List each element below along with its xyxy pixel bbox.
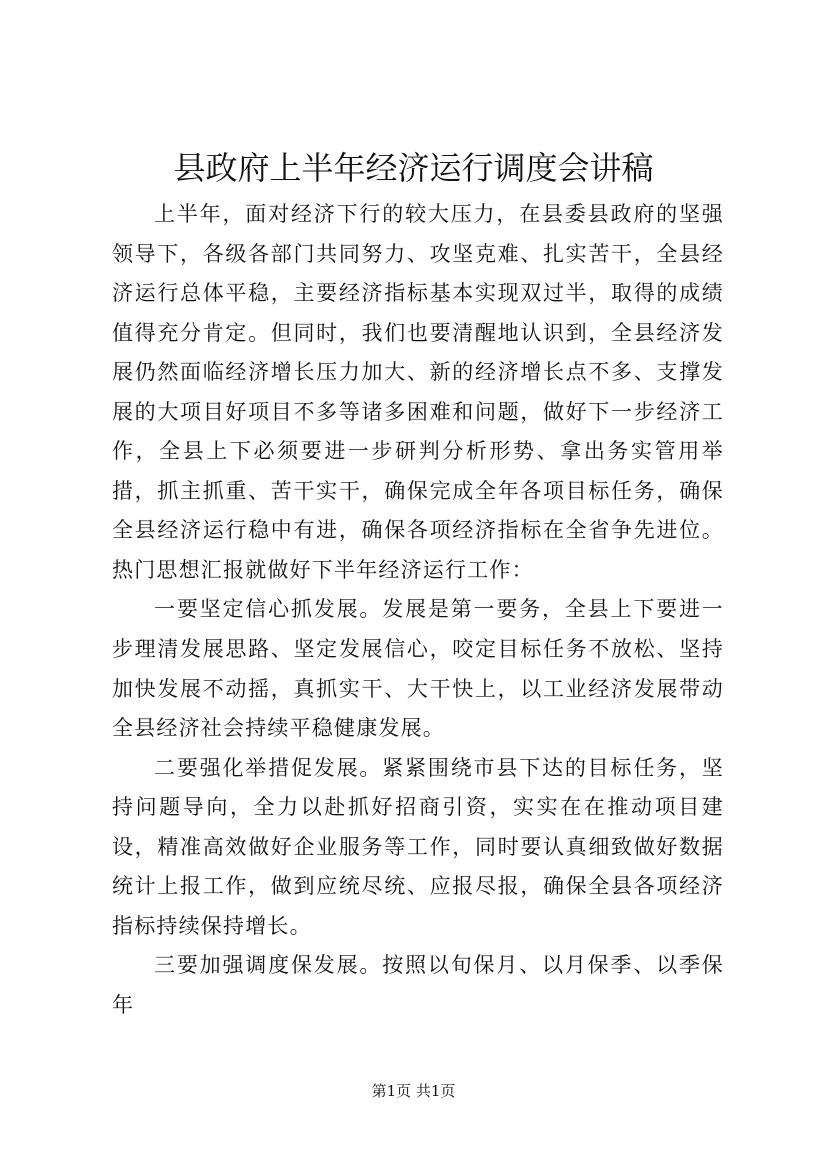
paragraph-intro: 上半年，面对经济下行的较大压力，在县委县政府的坚强领导下，各级各部门共同努力、攻坚克难、扎实苦干，全县经济运行总体平稳，主要经济指标基本实现双过半，取得的成绩值得充分肯定。但同时，我们也要清醒地认识到，全县经济发展仍然面临经济增长压力加大、新的经济增长点不多、支撑发展的大项目好项目不多等诸多困难和问题，做好下一步经济工作，全县上下必须要进一步研判分析形势、拿出务实管用举措，抓主抓重、苦干实干，确保完成全年各项目标任务，确保全县经济运行稳中有进，确保各项经济指标在全省争先进位。热门思想汇报就做好下半年经济运行工作： — [112, 202, 724, 582]
page-number-footer: 第1页 共1页 — [371, 1082, 456, 1100]
document-title: 县政府上半年经济运行调度会讲稿 — [173, 149, 654, 187]
paragraph-point-3: 三要加强调度保发展。按照以旬保月、以月保季、以季保年 — [112, 953, 724, 1017]
paragraph-point-2: 二要强化举措促发展。紧紧围绕市县下达的目标任务，坚持问题导向，全力以赴抓好招商引资，实实在在推动项目建设，精准高效做好企业服务等工作，同时要认真细致做好数据统计上报工作，做到应统尽统、应报尽报，确保全县各项经济指标持续保持增长。 — [112, 755, 724, 938]
document-body — [112, 195, 724, 1025]
paragraph-point-1: 一要坚定信心抓发展。发展是第一要务，全县上下要进一步理清发展思路、坚定发展信心，咬定目标任务不放松、坚持加快发展不动摇，真抓实干、大干快上，以工业经济发展带动全县经济社会持续平稳健康发展。 — [112, 597, 724, 741]
